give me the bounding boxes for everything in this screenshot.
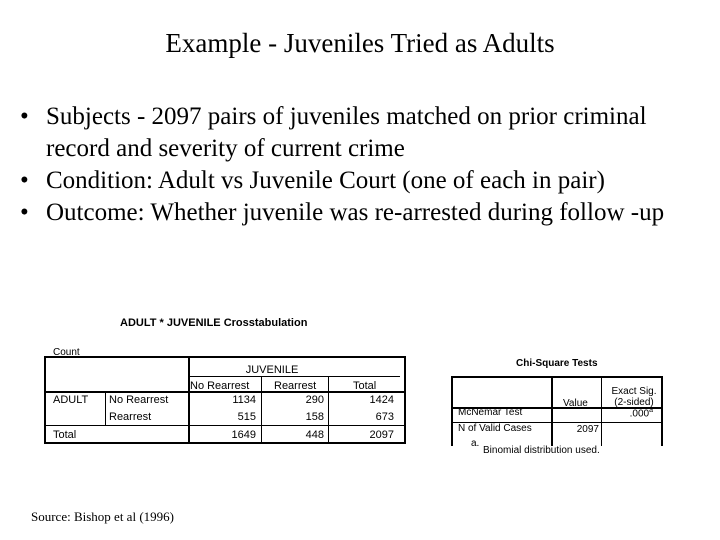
crosstab-table: [44, 356, 406, 444]
chisq-col-value: Value: [563, 398, 588, 409]
crosstab-count-label: Count: [53, 347, 80, 358]
bullet-list: [20, 101, 710, 229]
crosstab-cell: 290: [305, 394, 324, 406]
bullet-text: Outcome: Whether juvenile was re-arrested during follow -up: [46, 199, 665, 226]
crosstab-divider: [46, 425, 404, 426]
crosstab-cell: 158: [305, 411, 324, 423]
crosstab-col-header: No Rearrest: [190, 380, 250, 392]
crosstab-total-cell: 2097: [369, 429, 394, 441]
chisq-divider: [601, 378, 602, 446]
source-note: Source: Bishop et al (1996): [31, 509, 174, 524]
chisq-mcnemar-sig-note: a: [649, 407, 653, 414]
crosstab-total-label: Total: [53, 429, 77, 441]
crosstab-col-group: JUVENILE: [245, 364, 299, 376]
bullet-glyph: •: [20, 199, 29, 226]
bullet-item: [20, 165, 710, 197]
crosstab-total-cell: 448: [305, 429, 324, 441]
chisq-table: [451, 376, 663, 446]
crosstab-divider: [188, 358, 190, 442]
crosstab-cell: 1424: [369, 394, 394, 406]
bullet-glyph: •: [20, 103, 29, 130]
chisq-mcnemar-sig-value: .000: [629, 408, 650, 420]
bullet-text: Condition: Adult vs Juvenile Court (one of each in pair): [46, 167, 605, 194]
crosstab-cell: 1134: [232, 394, 256, 406]
slide-title: Example - Juveniles Tried as Adults: [165, 28, 555, 58]
crosstab-divider: [188, 376, 400, 377]
crosstab-divider: [328, 376, 329, 442]
crosstab-cell: 515: [237, 411, 256, 423]
chisq-mcnemar-label: McNemar Test: [458, 407, 523, 418]
crosstab-title: ADULT * JUVENILE Crosstabulation: [120, 317, 308, 329]
chisq-footnote: [451, 438, 663, 456]
crosstab-row-label: No Rearrest: [109, 394, 169, 406]
chisq-footnote-mark: a.: [471, 438, 480, 449]
bullet-item: [20, 197, 710, 229]
crosstab-row-label: Rearrest: [109, 411, 152, 423]
bullet-text: Subjects - 2097 pairs of juveniles matched on prior criminal record and severity of current crime: [46, 103, 647, 162]
chisq-footnote-text: Binomial distribution used.: [483, 445, 600, 456]
chisq-divider: [551, 378, 553, 446]
chisq-n-label: N of Valid Cases: [458, 423, 532, 434]
chisq-mcnemar-sig: [605, 407, 653, 419]
bullet-item: [20, 101, 710, 165]
chisq-title: Chi-Square Tests: [516, 358, 598, 369]
chisq-n-value: 2097: [576, 424, 599, 435]
crosstab-col-header: Rearrest: [274, 380, 317, 392]
crosstab-row-group: ADULT: [53, 394, 89, 406]
chisq-col-sig: Exact Sig. (2-sided): [611, 386, 657, 408]
crosstab-cell: 673: [375, 411, 394, 423]
crosstab-col-header: Total: [353, 380, 377, 392]
crosstab-total-cell: 1649: [231, 429, 256, 441]
crosstab-divider: [105, 393, 106, 425]
bullet-glyph: •: [20, 167, 29, 194]
crosstab-divider: [261, 376, 262, 442]
